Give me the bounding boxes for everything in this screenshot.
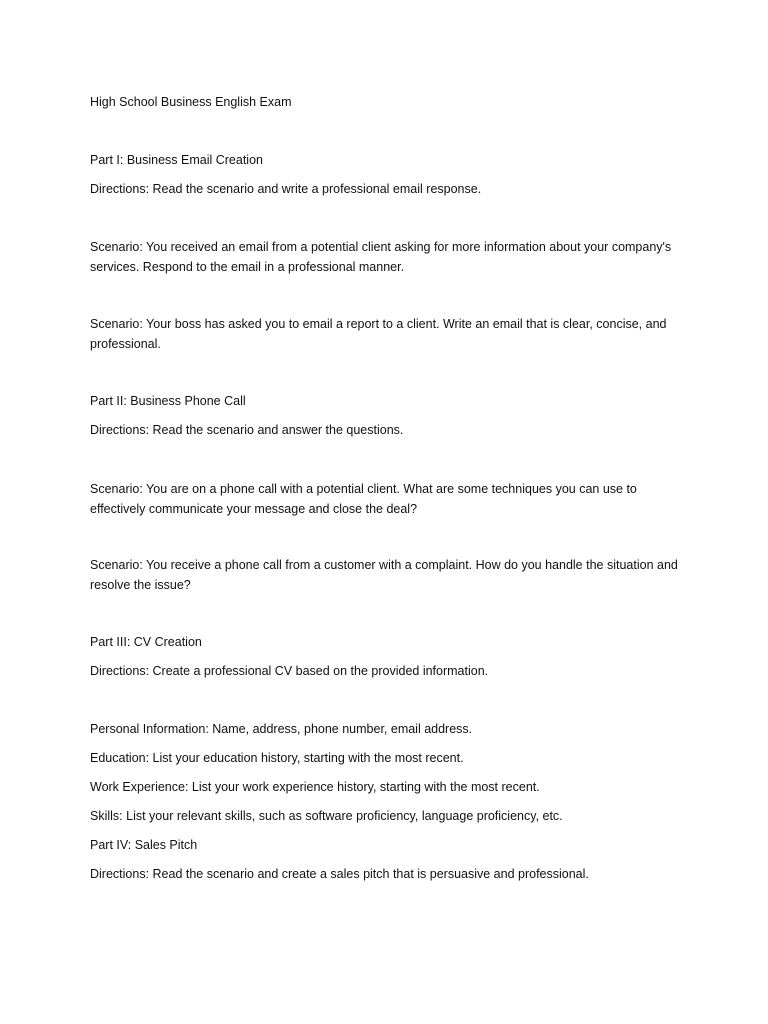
document-title: High School Business English Exam [90,95,292,109]
part3-education: Education: List your education history, starting with the most recent. [90,751,464,765]
part3-personal-info: Personal Information: Name, address, phone number, email address. [90,722,473,736]
part3-heading: Part III: CV Creation [90,635,202,649]
part2-scenario-2: Scenario: You receive a phone call from a customer with a complaint. How do you handle the situation and resolve the issue? [90,558,678,592]
part3-directions: Directions: Create a professional CV based on the provided information. [90,664,489,678]
part4-directions: Directions: Read the scenario and create a sales pitch that is persuasive and professional. [90,867,589,881]
part2-directions: Directions: Read the scenario and answer the questions. [90,423,404,437]
part4-heading: Part IV: Sales Pitch [90,838,198,852]
part2-scenario-1: Scenario: You are on a phone call with a potential client. What are some techniques you can use to effectively communicate your message and close the deal? [90,482,637,516]
part3-skills: Skills: List your relevant skills, such as software proficiency, language proficiency, etc. [90,809,563,823]
part1-scenario-2: Scenario: Your boss has asked you to email a report to a client. Write an email that is clear, concise, and professional. [90,317,667,351]
part3-work-experience: Work Experience: List your work experience history, starting with the most recent. [90,780,540,794]
part2-heading: Part II: Business Phone Call [90,394,246,408]
part1-heading: Part I: Business Email Creation [90,153,263,167]
part1-scenario-1: Scenario: You received an email from a potential client asking for more information about your company's services. Respond to the email in a professional manner. [90,240,672,274]
part1-directions: Directions: Read the scenario and write a professional email response. [90,182,482,196]
